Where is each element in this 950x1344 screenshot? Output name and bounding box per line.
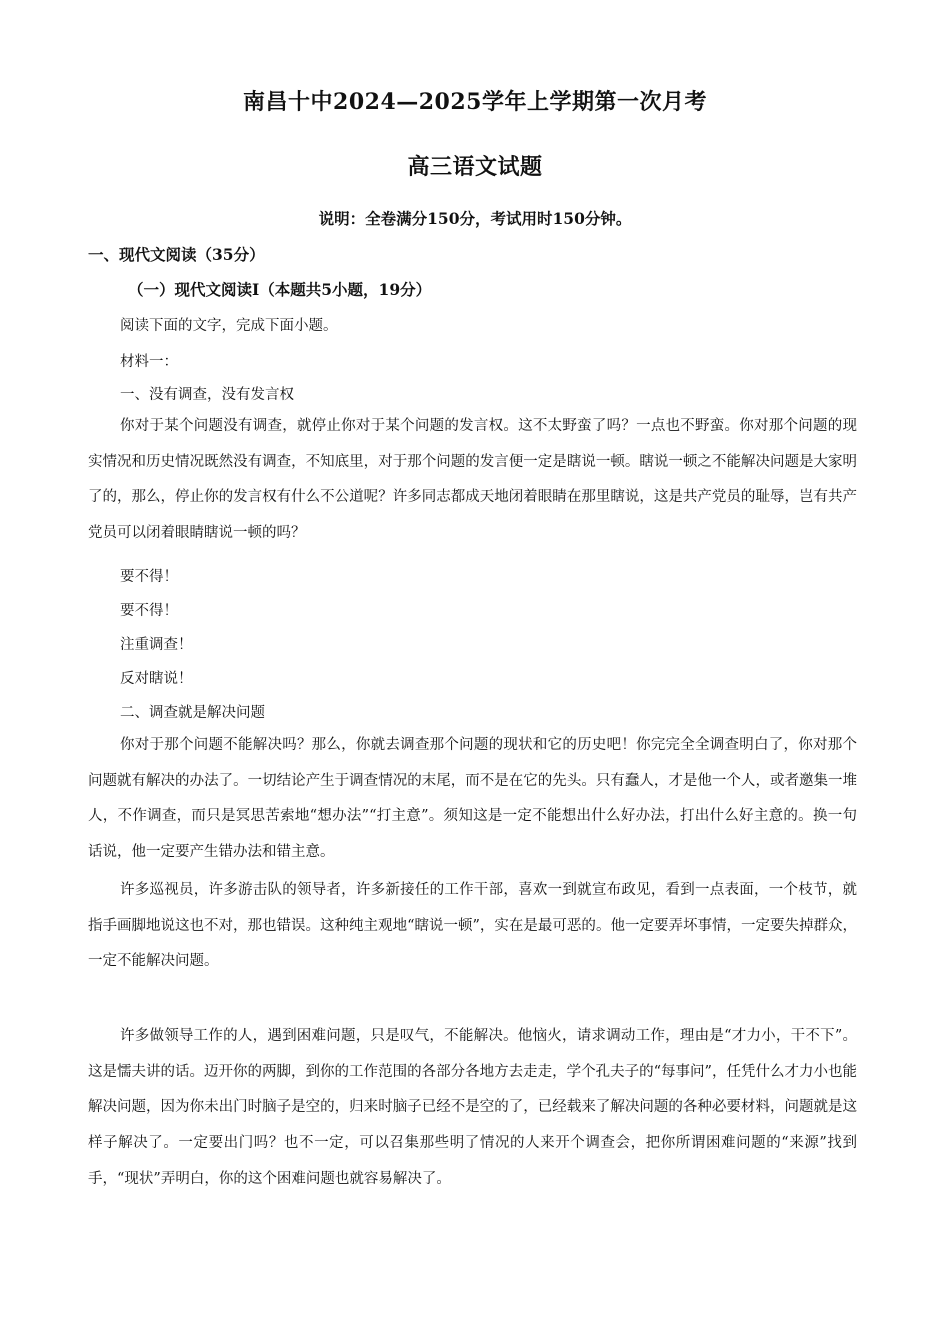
exam-note: 说明：全卷满分150分，考试用时150分钟。 xyxy=(318,209,632,228)
slogan-line: 要不得！ xyxy=(120,569,178,585)
part1-heading: 一、没有调查，没有发言权 xyxy=(120,387,294,403)
slogan-line: 注重调查！ xyxy=(120,637,193,653)
exam-subtitle: 高三语文试题 xyxy=(407,154,543,180)
instruction-text: 阅读下面的文字，完成下面小题。 xyxy=(120,318,338,334)
section-heading: 一、现代文阅读（35分） xyxy=(88,245,265,264)
slogan-line: 要不得！ xyxy=(120,603,178,619)
subsection-heading: （一）现代文阅读Ⅰ（本题共5小题，19分） xyxy=(128,280,432,299)
material-label: 材料一： xyxy=(120,354,178,370)
slogan-line: 反对瞎说！ xyxy=(120,671,193,687)
part2-paragraph: 许多做领导工作的人，遇到困难问题，只是叹气，不能解决。他恼火，请求调动工作，理由是“才力小，干不下”。这是懦夫讲的话。迈开你的两脚，到你的工作范围的各部分各地方去走走，学个孔夫子的“每事问”，任凭什么才力小也能解决问题，因为你未出门时脑子是空的，归来时脑子已经不是空的了，已经载来了解决问题的各种必要材料，问题就是这样子解决了。一定要出门吗？也不一定，可以召集那些明了情况的人来开个调查会，把你所谓困难问题的“来源”找到手，“现状”弄明白，你的这个困难问题也就容易解决了。 xyxy=(88,1028,857,1187)
part2-paragraph: 你对于那个问题不能解决吗？那么，你就去调查那个问题的现状和它的历史吧！你完完全全调查明白了，你对那个问题就有解决的办法了。一切结论产生于调查情况的末尾，而不是在它的先头。只有蠢人，才是他一个人，或者邀集一堆人，不作调查，而只是冥思苦索地“想办法”“打主意”。须知这是一定不能想出什么好办法，打出什么好主意的。换一句话说，他一定要产生错办法和错主意。 xyxy=(88,737,857,861)
part1-paragraph: 你对于某个问题没有调查，就停止你对于某个问题的发言权。这不太野蛮了吗？一点也不野蛮。你对那个问题的现实情况和历史情况既然没有调查，不知底里，对于那个问题的发言便一定是瞎说一顿。瞎说一顿之不能解决问题是大家明了的，那么，停止你的发言权有什么不公道呢？许多同志都成天地闭着眼睛在那里瞎说，这是共产党员的耻辱，岂有共产党员可以闭着眼睛瞎说一顿的吗？ xyxy=(88,418,857,542)
part2-paragraph: 许多巡视员，许多游击队的领导者，许多新接任的工作干部，喜欢一到就宣布政见，看到一点表面，一个枝节，就指手画脚地说这也不对，那也错误。这种纯主观地“瞎说一顿”，实在是最可恶的。他一定要弄坏事情，一定要失掉群众，一定不能解决问题。 xyxy=(88,882,857,970)
exam-title: 南昌十中2024—2025学年上学期第一次月考 xyxy=(243,89,707,115)
part2-heading: 二、调查就是解决问题 xyxy=(120,705,265,721)
